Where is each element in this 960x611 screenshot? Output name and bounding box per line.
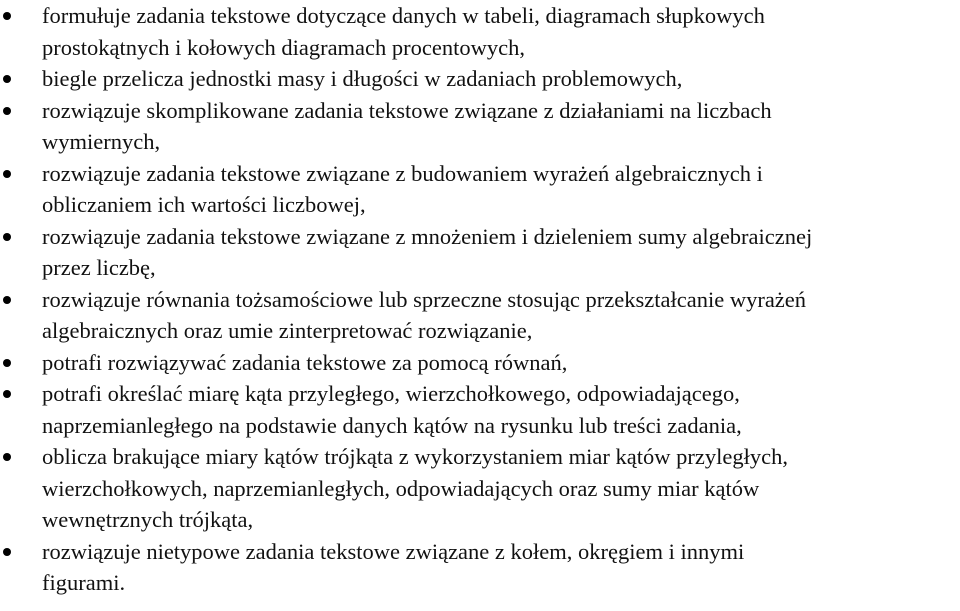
list-item-text-line: wymiernych, bbox=[42, 129, 161, 154]
list-item-text-line: figurami. bbox=[42, 570, 126, 595]
list-item bbox=[0, 378, 960, 441]
list-item-text-line: rozwiązuje zadania tekstowe związane z mnożeniem i dzieleniem sumy algebraicznej bbox=[42, 223, 813, 249]
list-item-text-line: formułuje zadania tekstowe dotyczące danych w tabeli, diagramach słupkowych bbox=[42, 3, 765, 28]
list-item-text-line: prostokątnych i kołowych diagramach procentowych, bbox=[42, 34, 525, 60]
list-item-text-line: rozwiązuje zadania tekstowe związane z budowaniem wyrażeń algebraicznych i bbox=[42, 160, 763, 186]
list-item-text-line: wierzchołkowych, naprzemianległych, odpowiadających oraz sumy miar kątów bbox=[42, 475, 760, 501]
bullet-dot-icon bbox=[3, 233, 11, 241]
bullet-dot-icon bbox=[3, 359, 11, 367]
bullet-dot-icon bbox=[3, 170, 11, 178]
list-item bbox=[0, 347, 960, 379]
list-item-text-line: wewnętrznych trójkąta, bbox=[42, 507, 254, 532]
bullet-dot-icon bbox=[3, 548, 11, 556]
list-item bbox=[0, 441, 960, 536]
bullet-dot-icon bbox=[3, 107, 11, 115]
list-item bbox=[0, 0, 960, 63]
list-item-text-line: algebraicznych oraz umie zinterpretować rozwiązanie, bbox=[42, 318, 533, 343]
list-item bbox=[0, 536, 960, 599]
list-item bbox=[0, 63, 960, 95]
list-item bbox=[0, 284, 960, 347]
list-item-text-line: potrafi rozwiązywać zadania tekstowe za pomocą równań, bbox=[42, 349, 568, 375]
list-item-text-line: rozwiązuje nietypowe zadania tekstowe związane z kołem, okręgiem i innymi bbox=[42, 538, 745, 564]
bullet-dot-icon bbox=[3, 390, 11, 398]
list-item-text-line: oblicza brakujące miary kątów trójkąta z wykorzystaniem miar kątów przyległych, bbox=[42, 444, 788, 469]
list-item bbox=[0, 95, 960, 158]
list-item bbox=[0, 221, 960, 284]
list-item-text-line: potrafi określać miarę kąta przyległego, wierzchołkowego, odpowiadającego, bbox=[42, 381, 740, 406]
bullet-dot-icon bbox=[3, 75, 11, 83]
bullet-dot-icon bbox=[3, 453, 11, 461]
list-item-text-line: rozwiązuje równania tożsamościowe lub sprzeczne stosując przekształcanie wyrażeń bbox=[42, 286, 807, 312]
list-item-text-line: obliczaniem ich wartości liczbowej, bbox=[42, 192, 366, 217]
list-item-text-line: rozwiązuje skomplikowane zadania tekstowe związane z działaniami na liczbach bbox=[42, 97, 772, 123]
list-item bbox=[0, 158, 960, 221]
bullet-dot-icon bbox=[3, 12, 11, 20]
list-item-text-line: naprzemianległego na podstawie danych kątów na rysunku lub treści zadania, bbox=[42, 412, 742, 438]
list-item-text-line: przez liczbę, bbox=[42, 255, 156, 280]
bullet-dot-icon bbox=[3, 296, 11, 304]
list-item-text-line: biegle przelicza jednostki masy i długości w zadaniach problemowych, bbox=[42, 66, 683, 91]
